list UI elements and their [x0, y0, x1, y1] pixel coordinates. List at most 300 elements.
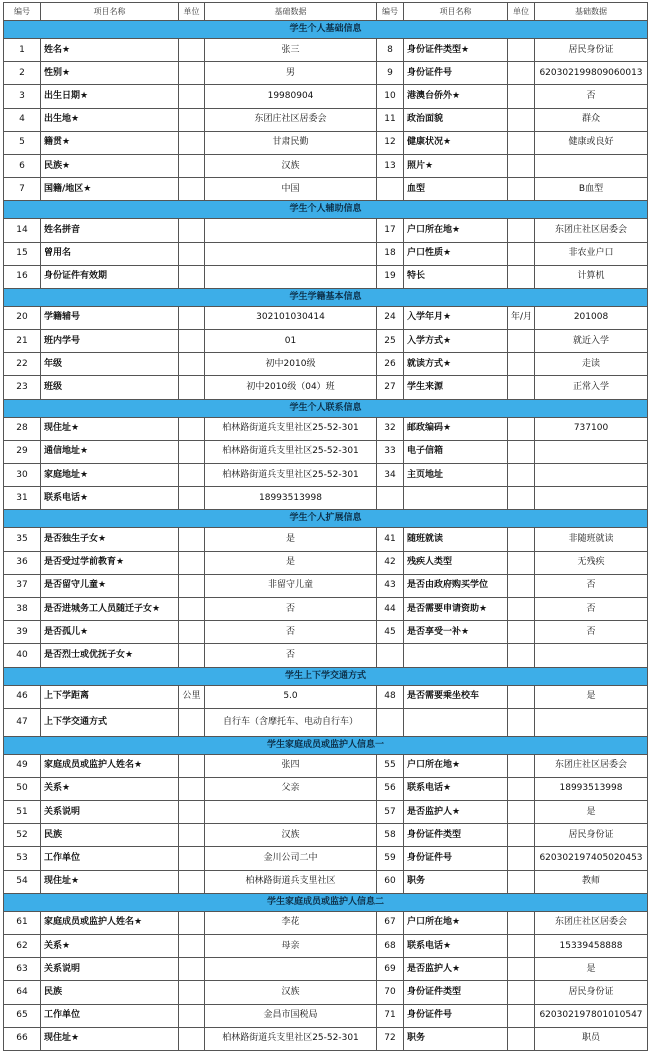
item-value: 甘肃民勤 — [205, 131, 377, 154]
table-row — [4, 1004, 648, 1027]
table-row — [4, 39, 648, 62]
item-number: 53 — [4, 847, 41, 870]
item-unit — [508, 242, 535, 265]
column-header: 编号 — [377, 3, 404, 21]
item-value: 19980904 — [205, 85, 377, 108]
item-unit — [508, 440, 535, 463]
item-number: 7 — [4, 178, 41, 201]
item-name: 关系说明 — [41, 958, 179, 981]
item-name: 政治面貌 — [404, 108, 508, 131]
item-number: 9 — [377, 62, 404, 85]
item-unit — [508, 685, 535, 708]
item-unit — [508, 417, 535, 440]
section-title: 学生个人扩展信息 — [4, 510, 648, 528]
item-name: 是否监护人★ — [404, 801, 508, 824]
item-number: 5 — [4, 131, 41, 154]
item-unit — [508, 574, 535, 597]
item-value: 否 — [535, 574, 648, 597]
item-value: 柏林路街道兵支里社区25-52-301 — [205, 1027, 377, 1050]
item-name: 身份证件号 — [404, 62, 508, 85]
item-name: 籍贯★ — [41, 131, 179, 154]
item-name: 身份证件类型★ — [404, 39, 508, 62]
item-value: 否 — [535, 621, 648, 644]
item-number: 61 — [4, 911, 41, 934]
column-header: 基础数据 — [205, 3, 377, 21]
item-name: 工作单位 — [41, 1004, 179, 1027]
section-header — [4, 399, 648, 417]
item-number: 71 — [377, 1004, 404, 1027]
item-unit — [508, 528, 535, 551]
column-header: 编号 — [4, 3, 41, 21]
item-value — [535, 440, 648, 463]
item-unit — [179, 911, 205, 934]
item-number: 1 — [4, 39, 41, 62]
item-unit — [179, 551, 205, 574]
table-row — [4, 440, 648, 463]
item-number: 16 — [4, 265, 41, 288]
item-value: 居民身份证 — [535, 981, 648, 1004]
item-unit — [508, 154, 535, 177]
item-number: 26 — [377, 353, 404, 376]
item-name: 是否由政府购买学位 — [404, 574, 508, 597]
item-value — [535, 708, 648, 736]
table-row — [4, 108, 648, 131]
table-row — [4, 353, 648, 376]
item-name: 现住址★ — [41, 870, 179, 893]
item-name: 入学方式★ — [404, 330, 508, 353]
table-row — [4, 464, 648, 487]
item-name: 特长 — [404, 265, 508, 288]
item-name: 电子信箱 — [404, 440, 508, 463]
column-header: 项目名称 — [41, 3, 179, 21]
item-value: 初中2010级 — [205, 353, 377, 376]
table-row — [4, 242, 648, 265]
item-number: 27 — [377, 376, 404, 399]
item-number: 68 — [377, 935, 404, 958]
item-unit — [179, 644, 205, 667]
item-value: 张四 — [205, 754, 377, 777]
item-unit — [179, 62, 205, 85]
item-value — [205, 958, 377, 981]
item-number: 49 — [4, 754, 41, 777]
item-value: 非留守儿童 — [205, 574, 377, 597]
item-number: 24 — [377, 306, 404, 329]
item-unit — [508, 777, 535, 800]
table-row — [4, 621, 648, 644]
item-value: 李花 — [205, 911, 377, 934]
item-unit — [508, 801, 535, 824]
item-value — [535, 644, 648, 667]
table-row — [4, 131, 648, 154]
item-number: 54 — [4, 870, 41, 893]
item-value: 柏林路街道兵支里社区25-52-301 — [205, 440, 377, 463]
table-row — [4, 911, 648, 934]
item-unit — [508, 39, 535, 62]
item-name: 国籍/地区★ — [41, 178, 179, 201]
item-name: 血型 — [404, 178, 508, 201]
item-unit — [179, 801, 205, 824]
item-unit — [508, 464, 535, 487]
item-unit — [508, 551, 535, 574]
item-value: 东团庄社区居委会 — [535, 219, 648, 242]
item-unit — [508, 597, 535, 620]
item-number: 60 — [377, 870, 404, 893]
item-number: 46 — [4, 685, 41, 708]
item-number: 11 — [377, 108, 404, 131]
item-number: 6 — [4, 154, 41, 177]
item-value: 职员 — [535, 1027, 648, 1050]
table-row — [4, 644, 648, 667]
table-row — [4, 801, 648, 824]
item-value: 柏林路街道兵支里社区 — [205, 870, 377, 893]
item-number: 50 — [4, 777, 41, 800]
item-value: 否 — [205, 621, 377, 644]
item-unit — [508, 85, 535, 108]
item-value: 非农业户口 — [535, 242, 648, 265]
item-value: 否 — [535, 85, 648, 108]
item-name — [404, 644, 508, 667]
item-name: 是否需要申请资助★ — [404, 597, 508, 620]
section-header — [4, 736, 648, 754]
table-row — [4, 528, 648, 551]
item-name: 学籍辅号 — [41, 306, 179, 329]
item-unit — [508, 824, 535, 847]
item-value: 620302197801010547 — [535, 1004, 648, 1027]
item-number: 39 — [4, 621, 41, 644]
item-unit — [179, 777, 205, 800]
item-value: 是 — [535, 801, 648, 824]
item-value: 金川公司二中 — [205, 847, 377, 870]
item-value: 走读 — [535, 353, 648, 376]
item-number: 52 — [4, 824, 41, 847]
section-title: 学生家庭成员或监护人信息一 — [4, 736, 648, 754]
item-name: 曾用名 — [41, 242, 179, 265]
item-name: 户口所在地★ — [404, 754, 508, 777]
item-unit — [508, 178, 535, 201]
item-value: 柏林路街道兵支里社区25-52-301 — [205, 417, 377, 440]
item-name: 现住址★ — [41, 417, 179, 440]
item-name: 入学年月★ — [404, 306, 508, 329]
item-number: 55 — [377, 754, 404, 777]
item-name: 联系电话★ — [41, 487, 179, 510]
item-name: 关系★ — [41, 935, 179, 958]
item-unit — [179, 574, 205, 597]
section-title: 学生上下学交通方式 — [4, 667, 648, 685]
item-value: B血型 — [535, 178, 648, 201]
item-name: 身份证件类型 — [404, 981, 508, 1004]
item-value: 15339458888 — [535, 935, 648, 958]
student-info-table — [3, 2, 648, 1051]
item-value: 就近入学 — [535, 330, 648, 353]
item-value: 302101030414 — [205, 306, 377, 329]
item-name: 民族★ — [41, 154, 179, 177]
item-number: 8 — [377, 39, 404, 62]
item-unit — [179, 1004, 205, 1027]
item-unit — [179, 935, 205, 958]
item-name: 性别★ — [41, 62, 179, 85]
item-unit — [179, 464, 205, 487]
item-value: 737100 — [535, 417, 648, 440]
item-name: 是否监护人★ — [404, 958, 508, 981]
item-name: 职务 — [404, 870, 508, 893]
item-unit — [179, 847, 205, 870]
item-value: 否 — [205, 597, 377, 620]
item-name: 民族 — [41, 981, 179, 1004]
item-name: 身份证件号 — [404, 1004, 508, 1027]
item-value: 非随班就读 — [535, 528, 648, 551]
item-value: 男 — [205, 62, 377, 85]
item-value: 汉族 — [205, 824, 377, 847]
item-name: 家庭地址★ — [41, 464, 179, 487]
section-title: 学生个人辅助信息 — [4, 201, 648, 219]
item-number: 18 — [377, 242, 404, 265]
item-name: 出生日期★ — [41, 85, 179, 108]
table-row — [4, 154, 648, 177]
item-unit — [179, 440, 205, 463]
item-value: 东团庄社区居委会 — [535, 754, 648, 777]
table-row — [4, 708, 648, 736]
item-value: 居民身份证 — [535, 824, 648, 847]
item-number: 31 — [4, 487, 41, 510]
item-value: 18993513998 — [535, 777, 648, 800]
item-value: 汉族 — [205, 154, 377, 177]
item-value — [205, 219, 377, 242]
item-value: 自行车（含摩托车、电动自行车） — [205, 708, 377, 736]
item-number: 69 — [377, 958, 404, 981]
item-name: 是否进城务工人员随迁子女★ — [41, 597, 179, 620]
item-name: 学生来源 — [404, 376, 508, 399]
table-row — [4, 685, 648, 708]
item-value: 是 — [535, 958, 648, 981]
item-value: 群众 — [535, 108, 648, 131]
item-name: 身份证件号 — [404, 847, 508, 870]
item-number: 34 — [377, 464, 404, 487]
item-unit — [508, 847, 535, 870]
item-number: 70 — [377, 981, 404, 1004]
item-name: 联系电话★ — [404, 777, 508, 800]
item-number: 2 — [4, 62, 41, 85]
item-value: 教师 — [535, 870, 648, 893]
item-name: 上下学交通方式 — [41, 708, 179, 736]
item-unit — [179, 265, 205, 288]
item-unit — [179, 754, 205, 777]
item-number: 67 — [377, 911, 404, 934]
item-unit — [508, 131, 535, 154]
item-number: 43 — [377, 574, 404, 597]
item-name: 邮政编码★ — [404, 417, 508, 440]
table-row — [4, 754, 648, 777]
item-value: 否 — [535, 597, 648, 620]
item-value: 健康或良好 — [535, 131, 648, 154]
section-header — [4, 288, 648, 306]
item-name: 现住址★ — [41, 1027, 179, 1050]
item-name: 是否烈士或优抚子女★ — [41, 644, 179, 667]
column-header: 基础数据 — [535, 3, 648, 21]
item-value: 正常入学 — [535, 376, 648, 399]
item-number — [377, 178, 404, 201]
item-number: 25 — [377, 330, 404, 353]
item-number: 35 — [4, 528, 41, 551]
item-number: 72 — [377, 1027, 404, 1050]
item-unit — [179, 597, 205, 620]
item-number: 21 — [4, 330, 41, 353]
item-number: 20 — [4, 306, 41, 329]
item-name: 港澳台侨外★ — [404, 85, 508, 108]
item-value: 否 — [205, 644, 377, 667]
item-unit: 公里 — [179, 685, 205, 708]
item-unit — [179, 981, 205, 1004]
item-value: 201008 — [535, 306, 648, 329]
item-name: 是否独生子女★ — [41, 528, 179, 551]
item-number — [377, 487, 404, 510]
item-number: 36 — [4, 551, 41, 574]
item-name: 姓名★ — [41, 39, 179, 62]
item-name: 民族 — [41, 824, 179, 847]
item-unit — [179, 353, 205, 376]
item-number: 3 — [4, 85, 41, 108]
item-unit — [508, 353, 535, 376]
item-name: 户口性质★ — [404, 242, 508, 265]
item-number: 37 — [4, 574, 41, 597]
item-name — [404, 708, 508, 736]
item-unit — [508, 644, 535, 667]
item-unit — [508, 108, 535, 131]
item-unit — [179, 417, 205, 440]
section-header — [4, 21, 648, 39]
item-unit — [508, 376, 535, 399]
item-number: 40 — [4, 644, 41, 667]
item-value: 初中2010级（04）班 — [205, 376, 377, 399]
item-number — [377, 644, 404, 667]
table-row — [4, 178, 648, 201]
item-name: 年级 — [41, 353, 179, 376]
item-unit — [508, 958, 535, 981]
item-number: 56 — [377, 777, 404, 800]
column-header: 项目名称 — [404, 3, 508, 21]
table-row — [4, 935, 648, 958]
item-number: 32 — [377, 417, 404, 440]
item-value: 是 — [205, 551, 377, 574]
item-value — [535, 487, 648, 510]
item-value: 620302197405020453 — [535, 847, 648, 870]
table-row — [4, 824, 648, 847]
column-header: 单位 — [508, 3, 535, 21]
section-header — [4, 510, 648, 528]
item-name: 出生地★ — [41, 108, 179, 131]
item-unit — [179, 85, 205, 108]
item-value — [205, 242, 377, 265]
item-value: 母亲 — [205, 935, 377, 958]
item-value: 东团庄社区居委会 — [205, 108, 377, 131]
item-name: 关系★ — [41, 777, 179, 800]
item-number: 4 — [4, 108, 41, 131]
item-unit — [508, 1004, 535, 1027]
item-unit — [179, 376, 205, 399]
table-row — [4, 1027, 648, 1050]
item-value: 是 — [535, 685, 648, 708]
item-name: 是否留守儿童★ — [41, 574, 179, 597]
item-name: 是否受过学前教育★ — [41, 551, 179, 574]
item-value: 汉族 — [205, 981, 377, 1004]
item-unit — [179, 306, 205, 329]
item-value — [205, 801, 377, 824]
item-number: 64 — [4, 981, 41, 1004]
column-header: 单位 — [179, 3, 205, 21]
item-name — [404, 487, 508, 510]
item-unit — [179, 1027, 205, 1050]
item-number: 58 — [377, 824, 404, 847]
item-unit — [508, 62, 535, 85]
item-unit — [508, 219, 535, 242]
item-unit — [508, 1027, 535, 1050]
item-name: 户口所在地★ — [404, 219, 508, 242]
item-name: 班内学号 — [41, 330, 179, 353]
item-unit — [179, 178, 205, 201]
column-header-row — [4, 3, 648, 21]
item-unit — [179, 958, 205, 981]
item-name: 家庭成员或监护人姓名★ — [41, 754, 179, 777]
item-value: 中国 — [205, 178, 377, 201]
item-name: 是否享受一补★ — [404, 621, 508, 644]
item-number: 57 — [377, 801, 404, 824]
item-value: 张三 — [205, 39, 377, 62]
item-name: 就读方式★ — [404, 353, 508, 376]
item-number: 22 — [4, 353, 41, 376]
item-name: 关系说明 — [41, 801, 179, 824]
item-name: 身份证件类型 — [404, 824, 508, 847]
item-number: 45 — [377, 621, 404, 644]
item-unit — [508, 911, 535, 934]
item-name: 是否需要乘坐校车 — [404, 685, 508, 708]
item-unit — [508, 870, 535, 893]
item-value: 金昌市国税局 — [205, 1004, 377, 1027]
item-number — [377, 708, 404, 736]
table-row — [4, 306, 648, 329]
item-value: 父亲 — [205, 777, 377, 800]
table-row — [4, 981, 648, 1004]
item-value: 无残疾 — [535, 551, 648, 574]
item-unit — [179, 108, 205, 131]
table-row — [4, 847, 648, 870]
item-value: 柏林路街道兵支里社区25-52-301 — [205, 464, 377, 487]
item-name: 联系电话★ — [404, 935, 508, 958]
item-value: 18993513998 — [205, 487, 377, 510]
item-number: 28 — [4, 417, 41, 440]
item-name: 残疾人类型 — [404, 551, 508, 574]
section-header — [4, 201, 648, 219]
item-number: 10 — [377, 85, 404, 108]
item-unit — [508, 754, 535, 777]
item-name: 随班就读 — [404, 528, 508, 551]
item-name: 照片★ — [404, 154, 508, 177]
item-number: 51 — [4, 801, 41, 824]
item-unit — [508, 487, 535, 510]
item-unit — [508, 981, 535, 1004]
table-row — [4, 330, 648, 353]
item-number: 29 — [4, 440, 41, 463]
item-unit — [179, 487, 205, 510]
table-row — [4, 219, 648, 242]
table-row — [4, 85, 648, 108]
item-unit — [179, 824, 205, 847]
item-name: 主页地址 — [404, 464, 508, 487]
item-unit — [179, 154, 205, 177]
item-value: 01 — [205, 330, 377, 353]
section-header — [4, 667, 648, 685]
section-title: 学生学籍基本信息 — [4, 288, 648, 306]
item-number: 65 — [4, 1004, 41, 1027]
item-number: 30 — [4, 464, 41, 487]
